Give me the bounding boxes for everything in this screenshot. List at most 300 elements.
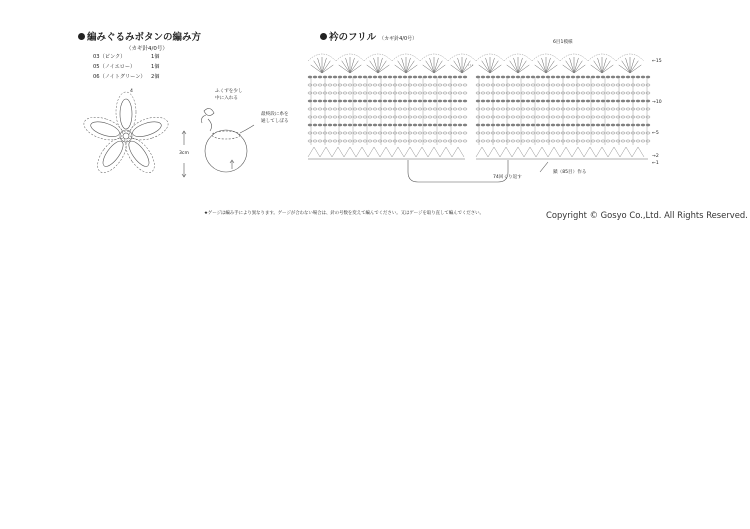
height-dimension-label: 3cm [179, 151, 189, 156]
chart-stroke [646, 92, 650, 94]
chart-stroke [358, 124, 362, 126]
frill-chart-diagram [300, 45, 650, 165]
chart-stroke [551, 116, 555, 118]
chart-stroke [476, 84, 480, 86]
chart-stroke [383, 84, 387, 86]
chart-stroke [526, 92, 530, 94]
chart-stroke [458, 140, 462, 142]
chart-stroke [438, 124, 442, 126]
chart-stroke [511, 92, 515, 94]
round-4-label: 4 [130, 89, 133, 94]
chart-stroke [616, 84, 620, 86]
chart-stroke [586, 124, 590, 126]
chart-stroke [481, 140, 485, 142]
chart-stroke [546, 116, 550, 118]
chart-stroke [594, 61, 602, 73]
chart-stroke [353, 140, 357, 142]
chart-stroke [448, 84, 452, 86]
chart-stroke [443, 116, 447, 118]
chart-stroke [413, 140, 417, 142]
chart-stroke [646, 124, 650, 126]
chart-stroke [481, 92, 485, 94]
chart-stroke [378, 92, 382, 94]
chart-stroke [383, 76, 387, 78]
chart-stroke [646, 116, 650, 118]
chart-stroke [353, 100, 357, 102]
chart-stroke [621, 100, 625, 102]
chart-stroke [328, 108, 332, 110]
chart-stroke [416, 147, 428, 157]
chart-stroke [516, 124, 520, 126]
chart-stroke [458, 100, 462, 102]
chart-stroke [476, 140, 480, 142]
chart-stroke [601, 116, 605, 118]
chart-stroke [406, 58, 410, 73]
materials-list [93, 53, 160, 80]
chart-stroke [448, 132, 452, 134]
chart-stroke [516, 92, 520, 94]
chart-stroke [626, 124, 630, 126]
chart-stroke [556, 108, 560, 110]
chart-stroke [511, 132, 515, 134]
chart-stroke [586, 76, 590, 78]
chart-stroke [591, 65, 602, 73]
chart-stroke [611, 140, 615, 142]
chart-stroke [566, 61, 574, 73]
chart-stroke [536, 132, 540, 134]
chart-stroke [616, 116, 620, 118]
chart-stroke [374, 58, 378, 73]
chart-stroke [482, 61, 490, 73]
chart-stroke [343, 124, 347, 126]
chart-stroke [541, 116, 545, 118]
chart-stroke [423, 84, 427, 86]
chart-stroke [591, 108, 595, 110]
chart-stroke [463, 132, 467, 134]
chart-stroke [388, 116, 392, 118]
chart-stroke [486, 100, 490, 102]
chart-stroke [516, 84, 520, 86]
chart-stroke [463, 76, 467, 78]
chart-stroke [413, 124, 417, 126]
stuffing-note-1: ふくずを少し [215, 89, 243, 94]
chart-stroke [641, 132, 645, 134]
chart-stroke [511, 140, 515, 142]
chart-stroke [423, 108, 427, 110]
chart-stroke [458, 132, 462, 134]
chart-stroke [313, 84, 317, 86]
chart-stroke [486, 58, 490, 73]
chart-stroke [413, 92, 417, 94]
chart-stroke [418, 124, 422, 126]
chart-stroke [398, 84, 402, 86]
chart-stroke [626, 58, 630, 73]
chart-stroke [408, 100, 412, 102]
chart-stroke [451, 65, 462, 73]
chart-stroke [566, 100, 570, 102]
chart-stroke [542, 58, 546, 73]
chart-stroke [636, 108, 640, 110]
chart-stroke [463, 84, 467, 86]
chart-stroke [453, 132, 457, 134]
chart-stroke [348, 100, 352, 102]
chart-stroke [403, 140, 407, 142]
chart-stroke [571, 132, 575, 134]
button-ball-diagram [196, 105, 256, 175]
chart-stroke [318, 76, 322, 78]
chart-stroke [443, 92, 447, 94]
chart-stroke [556, 76, 560, 78]
chart-stroke [546, 132, 550, 134]
chart-stroke [348, 124, 352, 126]
chart-stroke [433, 140, 437, 142]
chart-stroke [601, 140, 605, 142]
chart-stroke [536, 124, 540, 126]
chart-stroke [511, 84, 515, 86]
chart-stroke [403, 100, 407, 102]
chart-stroke [536, 100, 540, 102]
chart-stroke [388, 76, 392, 78]
chart-stroke [551, 124, 555, 126]
chart-stroke [353, 132, 357, 134]
chart-stroke [630, 65, 641, 73]
chart-stroke [342, 61, 350, 73]
chart-stroke [576, 76, 580, 78]
chart-stroke [423, 116, 427, 118]
chart-stroke [428, 108, 432, 110]
chart-stroke [428, 84, 432, 86]
chart-stroke [586, 116, 590, 118]
chart-stroke [526, 84, 530, 86]
chart-stroke [368, 100, 372, 102]
chart-stroke [621, 124, 625, 126]
chart-stroke [572, 147, 584, 157]
material-row [93, 63, 160, 70]
chart-stroke [428, 76, 432, 78]
chart-stroke [443, 132, 447, 134]
chart-stroke [521, 124, 525, 126]
chart-stroke [370, 61, 378, 73]
chart-stroke [313, 100, 317, 102]
chart-stroke [518, 61, 526, 73]
chart-stroke [541, 124, 545, 126]
chart-stroke [641, 124, 645, 126]
chart-stroke [343, 100, 347, 102]
chart-stroke [630, 61, 638, 73]
chart-stroke [641, 140, 645, 142]
chart-stroke [338, 132, 342, 134]
chart-stroke [448, 92, 452, 94]
chart-stroke [551, 100, 555, 102]
chart-stroke [328, 132, 332, 134]
chart-stroke [574, 58, 578, 73]
chart-stroke [556, 100, 560, 102]
chart-stroke [373, 92, 377, 94]
chart-stroke [333, 132, 337, 134]
chart-stroke [531, 92, 535, 94]
chart-stroke [506, 132, 510, 134]
chart-stroke [486, 108, 490, 110]
chart-stroke [591, 132, 595, 134]
chart-stroke [576, 116, 580, 118]
chart-stroke [501, 116, 505, 118]
chart-stroke [626, 108, 630, 110]
chart-stroke [596, 124, 600, 126]
chart-stroke [591, 92, 595, 94]
chart-stroke [311, 65, 322, 73]
chart-stroke [581, 132, 585, 134]
chart-stroke [356, 147, 368, 157]
chart-stroke [418, 76, 422, 78]
chart-stroke [438, 76, 442, 78]
chart-stroke [548, 147, 560, 157]
chart-stroke [368, 147, 380, 157]
chart-stroke [433, 108, 437, 110]
chart-stroke [641, 100, 645, 102]
chart-stroke [576, 84, 580, 86]
chart-stroke [348, 108, 352, 110]
chart-stroke [453, 116, 457, 118]
chart-stroke [398, 76, 402, 78]
chart-stroke [636, 140, 640, 142]
chart-stroke [443, 108, 447, 110]
chart-stroke [616, 108, 620, 110]
chart-stroke [353, 84, 357, 86]
chart-stroke [438, 116, 442, 118]
chart-stroke [591, 140, 595, 142]
repeat-bracket [400, 160, 560, 184]
chart-stroke [388, 108, 392, 110]
chart-stroke [621, 92, 625, 94]
chart-stroke [380, 147, 392, 157]
chart-stroke [367, 65, 378, 73]
chart-stroke [378, 100, 382, 102]
chart-stroke [350, 65, 361, 73]
chart-stroke [546, 124, 550, 126]
chart-stroke [521, 140, 525, 142]
chart-stroke [556, 124, 560, 126]
chart-stroke [531, 140, 535, 142]
chart-stroke [378, 84, 382, 86]
chart-stroke [641, 92, 645, 94]
chart-stroke [404, 147, 416, 157]
chart-stroke [428, 140, 432, 142]
chart-stroke [358, 84, 362, 86]
chart-stroke [626, 140, 630, 142]
chart-stroke [428, 124, 432, 126]
chart-stroke [353, 76, 357, 78]
chart-stroke [453, 92, 457, 94]
chart-stroke [526, 76, 530, 78]
chart-stroke [611, 92, 615, 94]
chart-stroke [601, 124, 605, 126]
chart-stroke [438, 132, 442, 134]
chart-stroke [353, 116, 357, 118]
chart-stroke [526, 124, 530, 126]
chart-stroke [454, 61, 462, 73]
chart-stroke [571, 116, 575, 118]
chart-stroke [591, 124, 595, 126]
chart-stroke [611, 108, 615, 110]
chart-stroke [333, 140, 337, 142]
chain-start-label: 鎖（85目）作る [553, 170, 587, 175]
chart-stroke [566, 140, 570, 142]
chart-stroke [413, 100, 417, 102]
chart-stroke [551, 108, 555, 110]
chart-stroke [571, 84, 575, 86]
chart-stroke [368, 76, 372, 78]
chart-stroke [350, 58, 354, 73]
chart-stroke [586, 100, 590, 102]
chart-stroke [501, 124, 505, 126]
chart-stroke [373, 84, 377, 86]
chart-stroke [463, 92, 467, 94]
chart-stroke [611, 132, 615, 134]
chart-stroke [571, 92, 575, 94]
chart-stroke [621, 76, 625, 78]
chart-stroke [511, 108, 515, 110]
chart-stroke [388, 92, 392, 94]
chart-stroke [398, 92, 402, 94]
chart-stroke [608, 147, 620, 157]
frill-title-text: 衿のフリル [329, 32, 377, 43]
chart-stroke [621, 84, 625, 86]
chart-stroke [398, 100, 402, 102]
chart-stroke [556, 140, 560, 142]
chart-stroke [313, 116, 317, 118]
final-row-note-1: 最終段に糸を [261, 112, 289, 117]
chart-stroke [443, 76, 447, 78]
chart-stroke [566, 116, 570, 118]
chart-stroke [378, 124, 382, 126]
chart-stroke [606, 140, 610, 142]
chart-stroke [546, 92, 550, 94]
chart-stroke [328, 84, 332, 86]
chart-stroke [516, 140, 520, 142]
row-10-label: →10 [652, 100, 662, 105]
chart-stroke [622, 61, 630, 73]
chart-stroke [388, 100, 392, 102]
chart-stroke [440, 147, 452, 157]
chart-stroke [490, 65, 501, 73]
chart-stroke [402, 58, 406, 73]
chart-stroke [378, 132, 382, 134]
chart-stroke [443, 140, 447, 142]
chart-stroke [383, 132, 387, 134]
chart-stroke [581, 140, 585, 142]
chart-stroke [581, 108, 585, 110]
chart-stroke [510, 61, 518, 73]
chart-stroke [418, 116, 422, 118]
chart-stroke [626, 132, 630, 134]
material-row [93, 73, 160, 80]
chart-stroke [348, 84, 352, 86]
chart-stroke [566, 108, 570, 110]
chart-stroke [408, 140, 412, 142]
chart-stroke [383, 100, 387, 102]
material-color: 06（ノイトグリーン） [93, 74, 146, 80]
gauge-footnote: ★ゲージは編み手により異なります。ゲージが合わない場合は、針の号数を変えて編んでください。又はゲージを取り直して編んでください。 [204, 211, 484, 216]
chart-stroke [556, 116, 560, 118]
chart-stroke [443, 124, 447, 126]
chart-stroke [556, 132, 560, 134]
chart-stroke [313, 92, 317, 94]
chart-stroke [541, 92, 545, 94]
chart-stroke [571, 124, 575, 126]
chart-stroke [636, 76, 640, 78]
chart-stroke [516, 76, 520, 78]
chart-stroke [308, 76, 312, 78]
chart-stroke [408, 124, 412, 126]
chart-stroke [463, 108, 467, 110]
chart-stroke [453, 100, 457, 102]
chart-stroke [541, 76, 545, 78]
chart-stroke [413, 76, 417, 78]
material-row [93, 53, 160, 60]
chart-stroke [501, 132, 505, 134]
chart-stroke [506, 76, 510, 78]
chart-stroke [333, 100, 337, 102]
chart-stroke [546, 58, 550, 73]
chart-stroke [606, 124, 610, 126]
chart-stroke [333, 92, 337, 94]
chart-stroke [403, 84, 407, 86]
chart-stroke [531, 124, 535, 126]
chart-stroke [344, 147, 356, 157]
chart-stroke [392, 147, 404, 157]
chart-stroke [388, 140, 392, 142]
chart-stroke [546, 84, 550, 86]
chart-stroke [516, 132, 520, 134]
chart-stroke [398, 61, 406, 73]
chart-stroke [501, 140, 505, 142]
chart-stroke [423, 140, 427, 142]
chart-stroke [308, 140, 312, 142]
repeat-times-label: 74回くり返す [493, 175, 522, 180]
chart-stroke [496, 140, 500, 142]
chart-stroke [511, 116, 515, 118]
chart-stroke [536, 140, 540, 142]
chart-stroke [403, 92, 407, 94]
chart-stroke [481, 132, 485, 134]
chart-stroke [378, 61, 386, 73]
chart-stroke [646, 100, 650, 102]
chart-stroke [616, 132, 620, 134]
chart-stroke [496, 108, 500, 110]
chart-stroke [606, 108, 610, 110]
chart-stroke [313, 124, 317, 126]
chart-stroke [566, 124, 570, 126]
chart-stroke [458, 116, 462, 118]
chart-stroke [531, 76, 535, 78]
row-2-label: →2 [652, 154, 659, 159]
chart-stroke [646, 84, 650, 86]
chart-stroke [606, 76, 610, 78]
chart-stroke [606, 116, 610, 118]
chart-stroke [338, 92, 342, 94]
chart-stroke [413, 116, 417, 118]
chart-stroke [551, 140, 555, 142]
chart-stroke [576, 100, 580, 102]
chart-stroke [541, 84, 545, 86]
chart-stroke [616, 100, 620, 102]
chart-stroke [430, 58, 434, 73]
chart-stroke [368, 124, 372, 126]
chart-stroke [541, 140, 545, 142]
chart-stroke [541, 132, 545, 134]
chart-stroke [632, 147, 644, 157]
chart-stroke [576, 124, 580, 126]
